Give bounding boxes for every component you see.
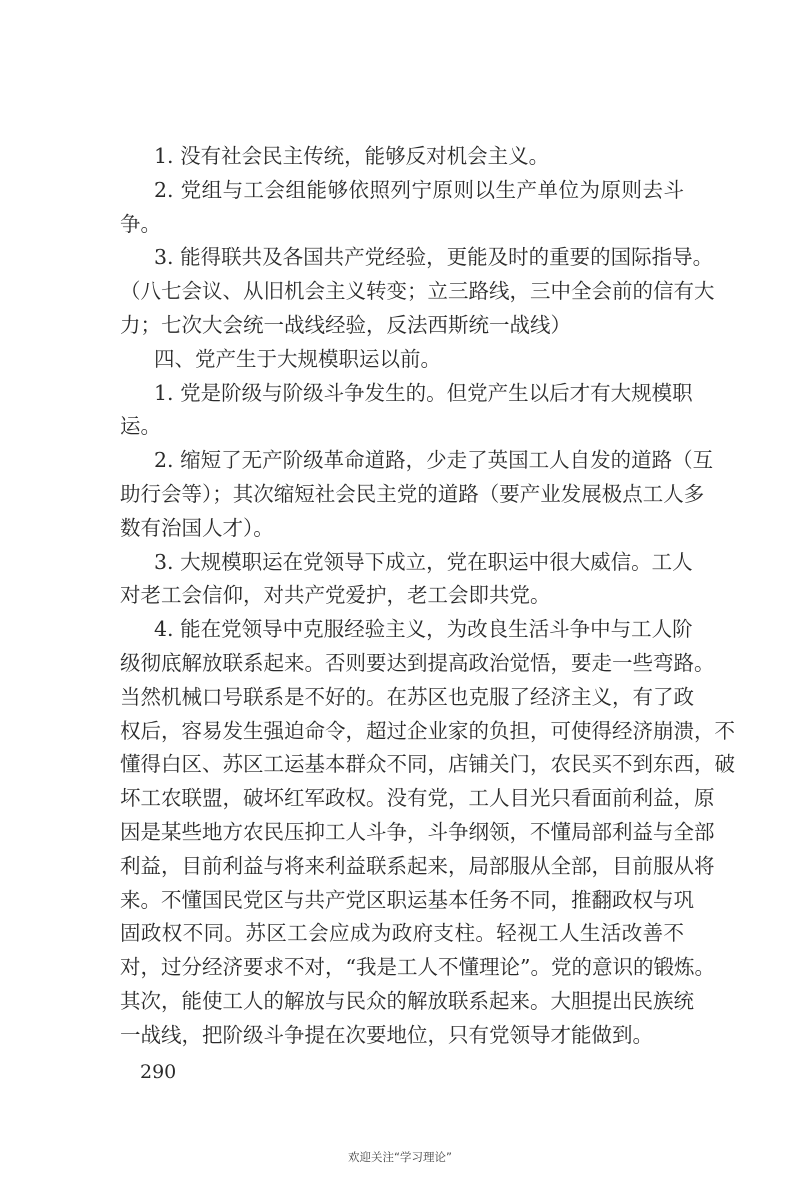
text-line: 懂得白区、苏区工运基本群众不同，店铺关门，农民买不到东西，破 <box>120 752 735 777</box>
text-line: 力；七次大会统一战线经验，反法西斯统一战线） <box>120 312 571 337</box>
text-line: 2. 缩短了无产阶级革命道路，少走了英国工人自发的道路（互 <box>154 448 714 473</box>
text-line: 1. 党是阶级与阶级斗争发生的。但党产生以后才有大规模职 <box>154 380 693 405</box>
text-line: 其次，能使工人的解放与民众的解放联系起来。大胆提出民族统 <box>120 988 694 1013</box>
text-line: 运。 <box>120 414 161 439</box>
text-line: 2. 党组与工会组能够依照列宁原则以生产单位为原则去斗 <box>154 177 684 202</box>
text-line: 来。不懂国民党区与共产党区职运基本任务不同，推翻政权与巩 <box>120 887 694 912</box>
text-line: 助行会等）；其次缩短社会民主党的道路（要产业发展极点工人多 <box>120 481 705 506</box>
text-line: 3. 大规模职运在党领导下成立，党在职运中很大威信。工人 <box>154 549 693 574</box>
text-line: 3. 能得联共及各国共产党经验，更能及时的重要的国际指导。 <box>154 245 714 270</box>
text-line: 坏工农联盟，破坏红军政权。没有党，工人目光只看面前利益，原 <box>120 786 715 811</box>
text-line: 4. 能在党领导中克服经验主义，为改良生活斗争中与工人阶 <box>154 617 693 642</box>
text-line: 固政权不同。苏区工会应成为政府支柱。轻视工人生活改善不 <box>120 921 684 946</box>
text-line: 对老工会信仰，对共产党爱护，老工会即共党。 <box>120 583 551 608</box>
footer-note: 欢迎关注“学习理论” <box>348 1150 452 1164</box>
text-line: 权后，容易发生强迫命令，超过企业家的负担，可使得经济崩溃，不 <box>120 718 735 743</box>
text-line: 一战线，把阶级斗争提在次要地位，只有党领导才能做到。 <box>120 1022 653 1047</box>
text-line: 1. 没有社会民主传统，能够反对机会主义。 <box>154 144 550 168</box>
section-heading: 四、党产生于大规模职运以前。 <box>154 346 441 371</box>
text-line: 因是某些地方农民压抑工人斗争，斗争纲领，不懂局部利益与全部 <box>120 819 715 844</box>
text-line: 利益，目前利益与将来利益联系起来，局部服从全部，目前服从将 <box>120 853 715 878</box>
text-line: 对，过分经济要求不对，“我是工人不懂理论”。党的意识的锻炼。 <box>120 955 715 980</box>
text-line: 级彻底解放联系起来。否则要达到提高政治觉悟，要走一些弯路。 <box>120 650 715 675</box>
text-line: 数有治国人才）。 <box>120 515 274 540</box>
body-text <box>120 140 735 1053</box>
text-line: 当然机械口号联系是不好的。在苏区也克服了经济主义，有了政 <box>120 684 694 709</box>
text-line: （八七会议、从旧机会主义转变；立三路线，三中全会前的信有大 <box>120 279 715 304</box>
text-line: 争。 <box>120 211 161 236</box>
page-number: 290 <box>140 1061 177 1083</box>
